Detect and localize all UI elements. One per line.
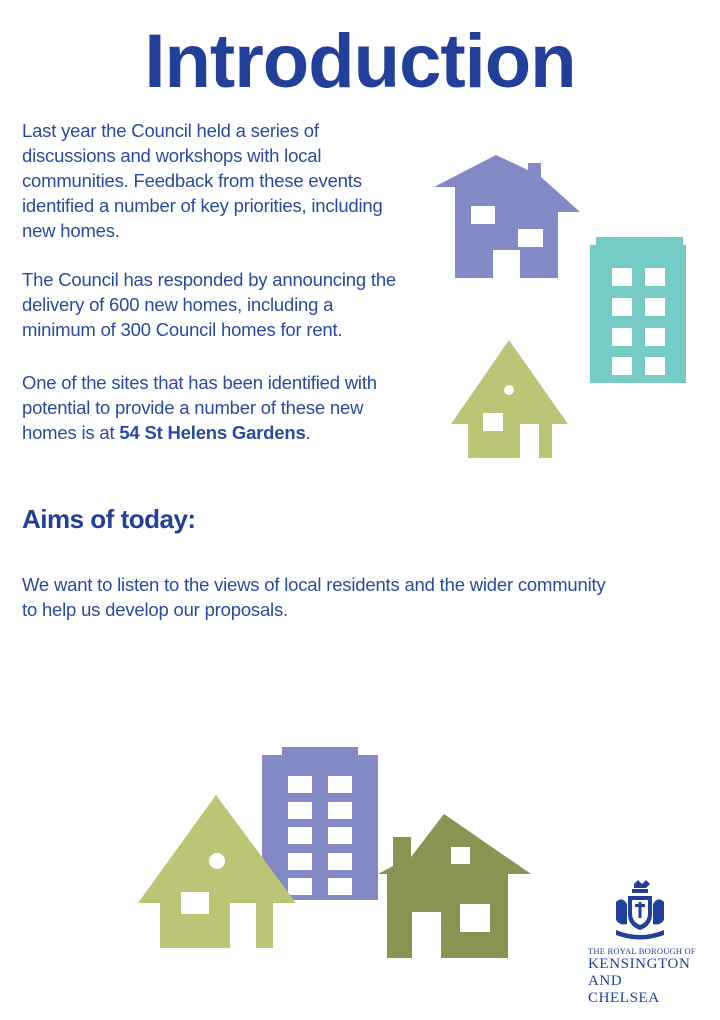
aims-body: We want to listen to the views of local residents and the wider community to help us develop our proposals. — [22, 574, 606, 620]
intro-paragraph-1: Last year the Council held a series of discussions and workshops with local communities. Feedback from these events identified a number of key priorities, including new homes. — [22, 120, 383, 241]
logo-line-2: KENSINGTON — [588, 956, 691, 972]
site-address: 54 St Helens Gardens — [119, 422, 306, 443]
page-title: Introduction — [144, 19, 576, 104]
coat-of-arms-icon — [612, 880, 668, 942]
intro-paragraph-3-text: One of the sites that has been identified with potential to provide a number of these new homes is at — [22, 372, 377, 443]
teal-tower-icon — [590, 237, 686, 383]
logo-line-3: AND CHELSEA — [588, 973, 660, 1006]
lime-house-icon — [451, 340, 568, 458]
purple-house-icon — [434, 155, 580, 278]
intro-paragraph-3-end: . — [305, 422, 311, 443]
purple-tower-icon — [262, 747, 378, 900]
council-logo — [588, 880, 698, 1007]
intro-paragraph-2: The Council has responded by announcing the delivery of 600 new homes, including a minimum of 300 Council homes for rent. — [22, 269, 397, 340]
logo-line-1: THE ROYAL BOROUGH OF — [588, 946, 696, 956]
aims-heading: Aims of today: — [22, 504, 196, 534]
olive-house-icon — [378, 814, 531, 958]
